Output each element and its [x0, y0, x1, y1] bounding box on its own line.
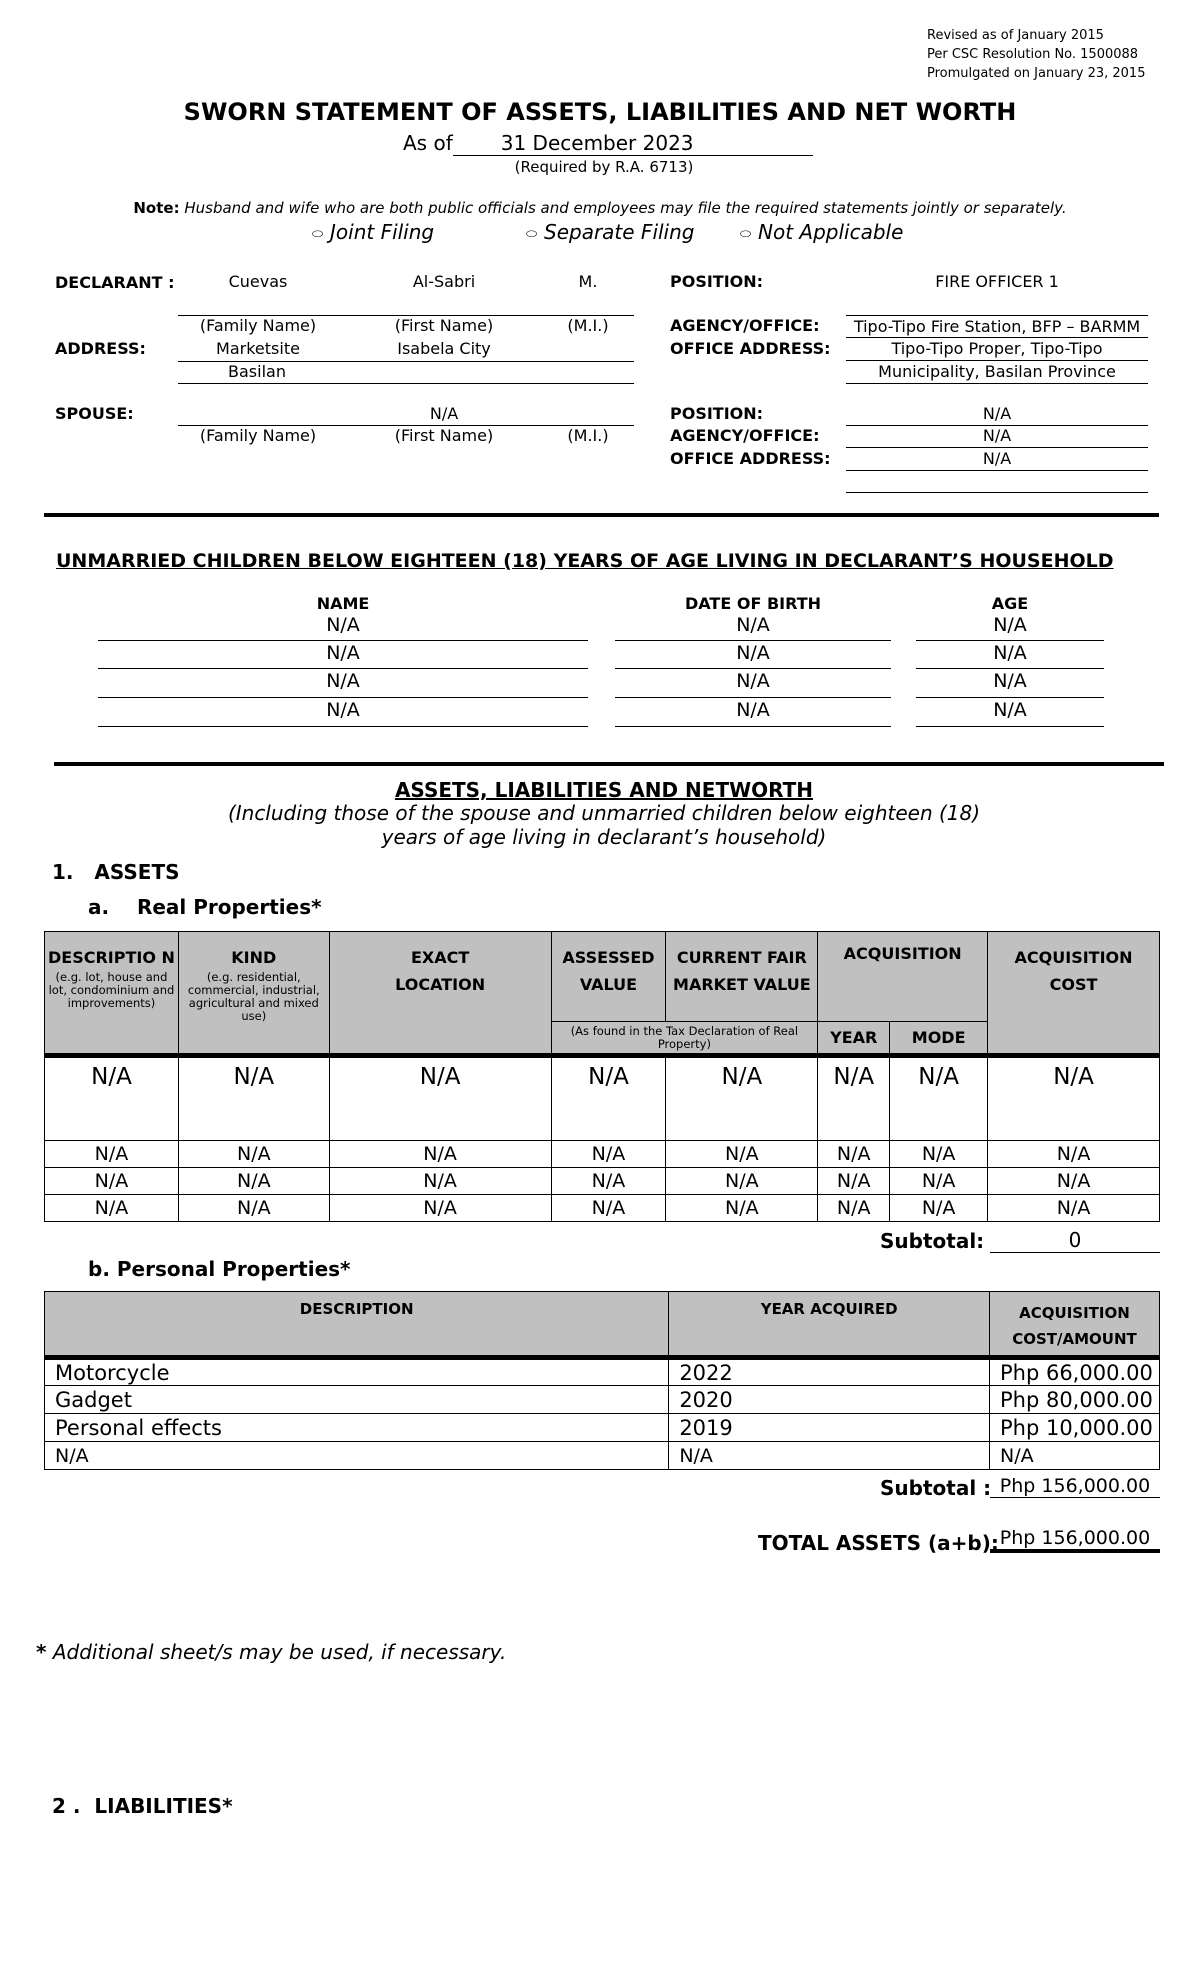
col-location: EXACT LOCATION — [329, 932, 551, 1056]
personal-properties-table — [44, 1291, 1160, 1470]
cell: N/A — [890, 1168, 988, 1195]
children-header-age: AGE — [991, 594, 1029, 613]
alnw-title: ASSETS, LIABILITIES AND NETWORTH — [394, 778, 814, 802]
divider — [615, 726, 891, 727]
cell: 2019 — [669, 1414, 990, 1442]
agency-label: AGENCY/OFFICE: — [670, 316, 820, 335]
note — [0, 199, 1200, 217]
revision-info — [927, 26, 1145, 83]
real-properties-heading: a. Real Properties* — [88, 895, 322, 919]
divider — [98, 726, 588, 727]
table-row — [45, 1168, 1160, 1195]
cell: N/A — [551, 1195, 666, 1222]
table-row — [45, 1195, 1160, 1222]
tax-note: (As found in the Tax Declaration of Real Property) — [551, 1022, 818, 1056]
cell: N/A — [45, 1442, 669, 1470]
cell: N/A — [178, 1168, 329, 1195]
address-label: ADDRESS: — [55, 339, 146, 358]
cell: N/A — [988, 1056, 1160, 1141]
footnote-text: Additional sheet/s may be used, if necessary. — [52, 1640, 507, 1664]
col-year-acquired: YEAR ACQUIRED — [669, 1292, 990, 1358]
cell: N/A — [329, 1195, 551, 1222]
cell: N/A — [551, 1168, 666, 1195]
child-dob: N/A — [736, 642, 770, 664]
footnote — [36, 1640, 506, 1664]
cell: N/A — [988, 1168, 1160, 1195]
office-address-label: OFFICE ADDRESS: — [670, 339, 831, 358]
cell: N/A — [890, 1056, 988, 1141]
divider — [846, 470, 1148, 471]
spouse-office-address-value: N/A — [982, 449, 1012, 468]
divider — [178, 383, 634, 384]
as-of-date: 31 December 2023 — [453, 131, 813, 156]
footnote-star: * — [36, 1640, 47, 1664]
cell: 2022 — [669, 1358, 990, 1386]
cell: Gadget — [45, 1386, 669, 1414]
personal-subtotal-value: Php 156,000.00 — [990, 1475, 1160, 1498]
cell: N/A — [666, 1056, 818, 1141]
address-line1a: Marketsite — [216, 339, 300, 358]
child-name: N/A — [326, 670, 360, 692]
divider — [98, 640, 588, 641]
cell: Php 80,000.00 — [989, 1386, 1159, 1414]
agency-value: Tipo-Tipo Fire Station, BFP – BARMM — [853, 317, 1141, 336]
spouse-first-name-caption: (First Name) — [394, 426, 494, 445]
child-dob: N/A — [736, 699, 770, 721]
col-mode: MODE — [890, 1022, 988, 1056]
cell: N/A — [669, 1442, 990, 1470]
cell: Personal effects — [45, 1414, 669, 1442]
filing-option-joint[interactable]: ⬭ Joint Filing — [312, 220, 435, 244]
real-subtotal-label: Subtotal: — [880, 1229, 985, 1253]
personal-properties-heading: b. Personal Properties* — [88, 1257, 351, 1281]
position-label: POSITION: — [670, 272, 764, 291]
cell: N/A — [666, 1141, 818, 1168]
declarant-mi: M. — [578, 272, 598, 291]
address-line1b: Isabela City — [397, 339, 491, 358]
col-acquisition-cost: ACQUISITION COST — [988, 932, 1160, 1056]
alnw-subtitle-1: (Including those of the spouse and unmarried children below eighteen (18) — [227, 801, 981, 825]
cell: N/A — [890, 1141, 988, 1168]
declarant-label: DECLARANT : — [55, 273, 175, 292]
children-header-dob: DATE OF BIRTH — [685, 594, 821, 613]
cell: N/A — [178, 1056, 329, 1141]
child-age: N/A — [993, 614, 1027, 636]
note-label: Note: — [133, 199, 180, 217]
cell: N/A — [890, 1195, 988, 1222]
child-age: N/A — [993, 670, 1027, 692]
col-acquisition-cost: ACQUISITION COST/AMOUNT — [989, 1292, 1159, 1358]
col-description: DESCRIPTIO N (e.g. lot, house and lot, condominium and improvements) — [45, 932, 179, 1056]
real-subtotal-value: 0 — [990, 1228, 1160, 1253]
spouse-position-label: POSITION: — [670, 404, 764, 423]
position-value: FIRE OFFICER 1 — [935, 272, 1059, 291]
cell: N/A — [989, 1442, 1159, 1470]
mi-caption: (M.I.) — [567, 316, 609, 335]
cell: N/A — [45, 1056, 179, 1141]
as-of-line — [403, 131, 813, 156]
radio-icon: ⬭ — [312, 227, 324, 242]
divider — [98, 697, 588, 698]
cell: N/A — [551, 1056, 666, 1141]
revision-line: Per CSC Resolution No. 1500088 — [927, 47, 1139, 62]
divider — [846, 315, 1148, 316]
revision-line: Promulgated on January 23, 2015 — [927, 66, 1146, 81]
divider — [615, 668, 891, 669]
cell: N/A — [45, 1168, 179, 1195]
table-row — [45, 1414, 1160, 1442]
col-year: YEAR — [818, 1022, 890, 1056]
spouse-agency-label: AGENCY/OFFICE: — [670, 426, 820, 445]
cell: 2020 — [669, 1386, 990, 1414]
office-address-line1: Tipo-Tipo Proper, Tipo-Tipo — [891, 339, 1103, 358]
cell: N/A — [45, 1195, 179, 1222]
office-address-line2: Municipality, Basilan Province — [878, 362, 1116, 381]
col-assessed-value: ASSESSED VALUE — [551, 932, 666, 1022]
col-kind: KIND (e.g. residential, commercial, industrial, agricultural and mixed use) — [178, 932, 329, 1056]
divider — [916, 726, 1104, 727]
total-assets-label: TOTAL ASSETS (a+b): — [758, 1531, 999, 1555]
cell: N/A — [818, 1195, 890, 1222]
cell: N/A — [818, 1168, 890, 1195]
cell: N/A — [178, 1141, 329, 1168]
declarant-first-name: Al-Sabri — [412, 272, 476, 291]
cell: N/A — [666, 1195, 818, 1222]
children-header-name: NAME — [316, 594, 370, 613]
cell: N/A — [329, 1056, 551, 1141]
address-line2: Basilan — [228, 362, 286, 381]
liabilities-heading: 2 . LIABILITIES* — [52, 1794, 233, 1818]
divider — [615, 640, 891, 641]
cell: Php 10,000.00 — [989, 1414, 1159, 1442]
required-by: (Required by R.A. 6713) — [514, 158, 694, 176]
child-dob: N/A — [736, 670, 770, 692]
cell: Motorcycle — [45, 1358, 669, 1386]
cell: N/A — [666, 1168, 818, 1195]
spouse-first-name: N/A — [429, 404, 459, 423]
radio-icon: ⬭ — [740, 227, 752, 242]
cell: N/A — [45, 1141, 179, 1168]
spouse-office-address-label: OFFICE ADDRESS: — [670, 449, 831, 468]
personal-subtotal-label: Subtotal : — [880, 1476, 992, 1500]
page-title: SWORN STATEMENT OF ASSETS, LIABILITIES AND NET WORTH — [183, 98, 1017, 126]
cell: N/A — [988, 1195, 1160, 1222]
spouse-mi-caption: (M.I.) — [567, 426, 609, 445]
real-properties-table — [44, 931, 1160, 1222]
radio-icon: ⬭ — [526, 227, 538, 242]
section-divider — [44, 513, 1159, 517]
divider — [846, 337, 1148, 338]
assets-heading: 1. ASSETS — [52, 860, 180, 884]
cell: Php 66,000.00 — [989, 1358, 1159, 1386]
divider — [615, 697, 891, 698]
col-fair-market-value: CURRENT FAIR MARKET VALUE — [666, 932, 818, 1022]
col-description: DESCRIPTION — [45, 1292, 669, 1358]
table-row — [45, 1386, 1160, 1414]
child-age: N/A — [993, 699, 1027, 721]
table-row — [45, 1358, 1160, 1386]
spouse-position-value: N/A — [982, 404, 1012, 423]
col-acquisition: ACQUISITION — [818, 932, 988, 1022]
divider — [98, 668, 588, 669]
table-row — [45, 1141, 1160, 1168]
table-row — [45, 1442, 1160, 1470]
table-row — [45, 1056, 1160, 1141]
as-of-label: As of — [403, 131, 453, 155]
child-name: N/A — [326, 614, 360, 636]
note-text: Husband and wife who are both public officials and employees may file the required statements jointly or separately. — [184, 199, 1067, 217]
divider — [846, 360, 1148, 361]
cell: N/A — [178, 1195, 329, 1222]
cell: N/A — [329, 1168, 551, 1195]
alnw-subtitle-2: years of age living in declarant’s household) — [381, 825, 827, 849]
filing-option-separate[interactable]: ⬭ Separate Filing — [526, 220, 695, 244]
divider — [846, 447, 1148, 448]
child-name: N/A — [326, 642, 360, 664]
spouse-agency-value: N/A — [982, 426, 1012, 445]
cell: N/A — [818, 1056, 890, 1141]
total-assets-value: Php 156,000.00 — [990, 1527, 1160, 1553]
divider — [916, 668, 1104, 669]
divider — [916, 697, 1104, 698]
divider — [846, 383, 1148, 384]
child-name: N/A — [326, 699, 360, 721]
section-divider — [54, 762, 1164, 766]
cell: N/A — [988, 1141, 1160, 1168]
spouse-family-name-caption: (Family Name) — [199, 426, 317, 445]
declarant-family-name: Cuevas — [228, 272, 288, 291]
first-name-caption: (First Name) — [394, 316, 494, 335]
cell: N/A — [551, 1141, 666, 1168]
family-name-caption: (Family Name) — [199, 316, 317, 335]
description-note: (e.g. lot, house and lot, condominium and improvements) — [48, 970, 175, 1010]
divider — [846, 492, 1148, 493]
filing-option-not-applicable[interactable]: ⬭ Not Applicable — [740, 220, 904, 244]
child-dob: N/A — [736, 614, 770, 636]
spouse-label: SPOUSE: — [55, 404, 134, 423]
cell: N/A — [818, 1141, 890, 1168]
revision-line: Revised as of January 2015 — [927, 28, 1104, 43]
divider — [916, 640, 1104, 641]
kind-note: (e.g. residential, commercial, industrial, agricultural and mixed use) — [187, 970, 320, 1023]
children-title: UNMARRIED CHILDREN BELOW EIGHTEEN (18) YEARS OF AGE LIVING IN DECLARANT’S HOUSEHOLD — [56, 550, 1114, 572]
cell: N/A — [329, 1141, 551, 1168]
child-age: N/A — [993, 642, 1027, 664]
